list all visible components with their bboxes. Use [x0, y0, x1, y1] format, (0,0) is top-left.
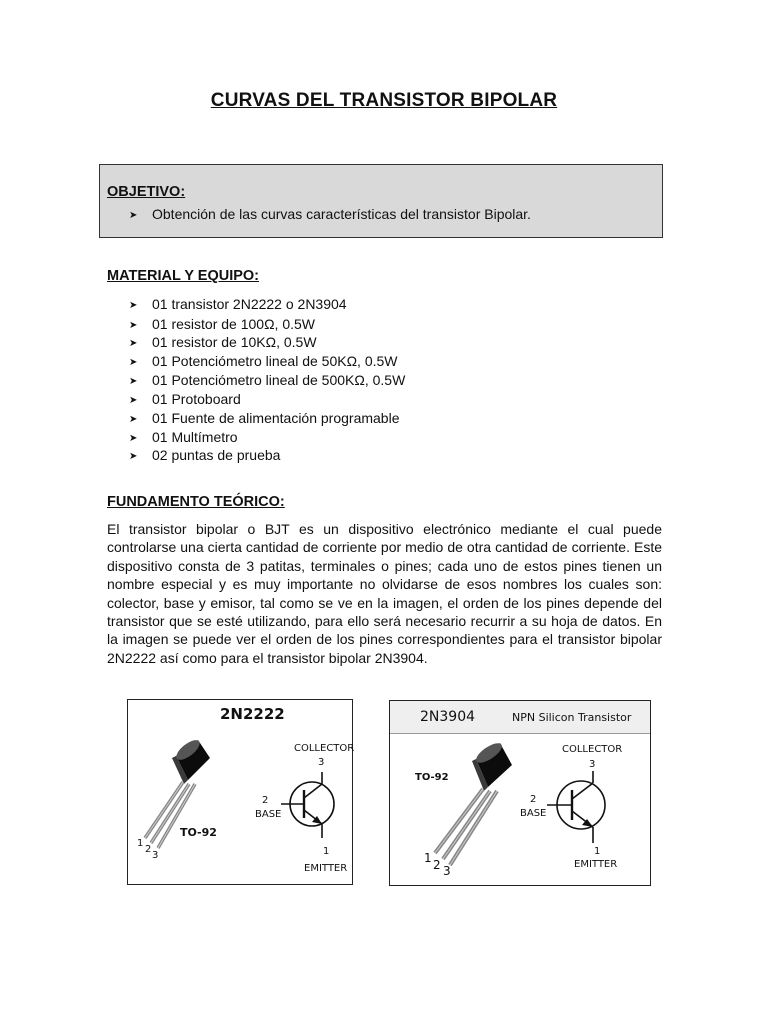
- base-label: BASE: [255, 809, 282, 820]
- emitter-pin-number: 1: [323, 846, 330, 857]
- arrow-bullet-icon: ➤: [129, 320, 138, 331]
- to92-package-icon: [435, 740, 512, 865]
- npn-symbol-icon: [281, 772, 334, 838]
- collector-pin-number: 3: [589, 759, 596, 770]
- base-pin-number: 2: [262, 795, 269, 806]
- figure-2n2222: [127, 699, 353, 885]
- theory-heading: FUNDAMENTO TEÓRICO:: [107, 494, 285, 510]
- package-label: TO-92: [180, 826, 217, 839]
- transistor-2n2222-illustration: [128, 700, 355, 884]
- figure-subtitle: NPN Silicon Transistor: [512, 711, 632, 724]
- arrow-bullet-icon: ➤: [129, 357, 138, 368]
- list-item: ➤ 01 Protoboard: [129, 391, 241, 407]
- npn-symbol-icon: [547, 771, 605, 843]
- arrow-bullet-icon: ➤: [129, 395, 138, 406]
- leg-number: 3: [152, 850, 159, 861]
- leg-number: 2: [145, 844, 152, 855]
- leg-number: 3: [443, 864, 451, 878]
- list-item: ➤ 01 transistor 2N2222 o 2N3904: [129, 296, 347, 312]
- list-item: ➤ 01 Multímetro: [129, 429, 238, 445]
- objective-box: [99, 164, 663, 238]
- figure-title: 2N2222: [220, 705, 285, 723]
- theory-paragraph: El transistor bipolar o BJT es un dispositivo electrónico mediante el cual puede controlarse una cierta cantidad de corriente por medio de otra cantidad de corriente. Este dispositivo consta de 3 patitas, terminales o pines; cada uno de estos pines tienen un nombre especial y es muy importante no olvidarse de esos nombres los cuales son: colector, base y emisor, tal como se ve en la imagen, el orden de los pines depende del transistor que se esté utilizando, para ello será necesario recurrir a su hoja de datos. En la imagen se puede ver el orden de los pines correspondientes para el transistor bipolar 2N2222 así como para el transistor bipolar 2N3904.: [107, 521, 662, 666]
- emitter-label: EMITTER: [304, 863, 348, 874]
- list-item: ➤ 01 Potenciómetro lineal de 50KΩ, 0.5W: [129, 353, 398, 369]
- base-pin-number: 2: [530, 794, 537, 805]
- list-item: ➤ 01 Potenciómetro lineal de 500KΩ, 0.5W: [129, 372, 406, 388]
- page-title: CURVAS DEL TRANSISTOR BIPOLAR: [210, 90, 558, 111]
- figure-2n3904: [389, 700, 651, 886]
- leg-number: 1: [137, 838, 144, 849]
- collector-pin-number: 3: [318, 757, 325, 768]
- collector-label: COLLECTOR: [562, 744, 623, 755]
- arrow-bullet-icon: ➤: [129, 338, 138, 349]
- package-label: TO-92: [415, 772, 449, 783]
- objective-heading: OBJETIVO:: [107, 184, 186, 200]
- list-item: ➤ 01 resistor de 10KΩ, 0.5W: [129, 334, 317, 350]
- materials-heading: MATERIAL Y EQUIPO:: [107, 268, 260, 284]
- emitter-pin-number: 1: [594, 846, 601, 857]
- list-item: ➤ 02 puntas de prueba: [129, 447, 281, 463]
- arrow-bullet-icon: ➤: [129, 210, 138, 221]
- objective-item: ➤ Obtención de las curvas características del transistor Bipolar.: [129, 206, 531, 222]
- arrow-bullet-icon: ➤: [129, 433, 138, 444]
- emitter-label: EMITTER: [574, 859, 618, 870]
- leg-number: 2: [433, 858, 441, 872]
- arrow-bullet-icon: ➤: [129, 376, 138, 387]
- list-item: ➤ 01 Fuente de alimentación programable: [129, 410, 400, 426]
- base-label: BASE: [520, 808, 547, 819]
- arrow-bullet-icon: ➤: [129, 451, 138, 462]
- collector-label: COLLECTOR: [294, 743, 355, 754]
- arrow-bullet-icon: ➤: [129, 300, 138, 311]
- arrow-bullet-icon: ➤: [129, 414, 138, 425]
- leg-number: 1: [424, 851, 432, 865]
- list-item: ➤ 01 resistor de 100Ω, 0.5W: [129, 316, 315, 332]
- figure-title: 2N3904: [420, 709, 476, 725]
